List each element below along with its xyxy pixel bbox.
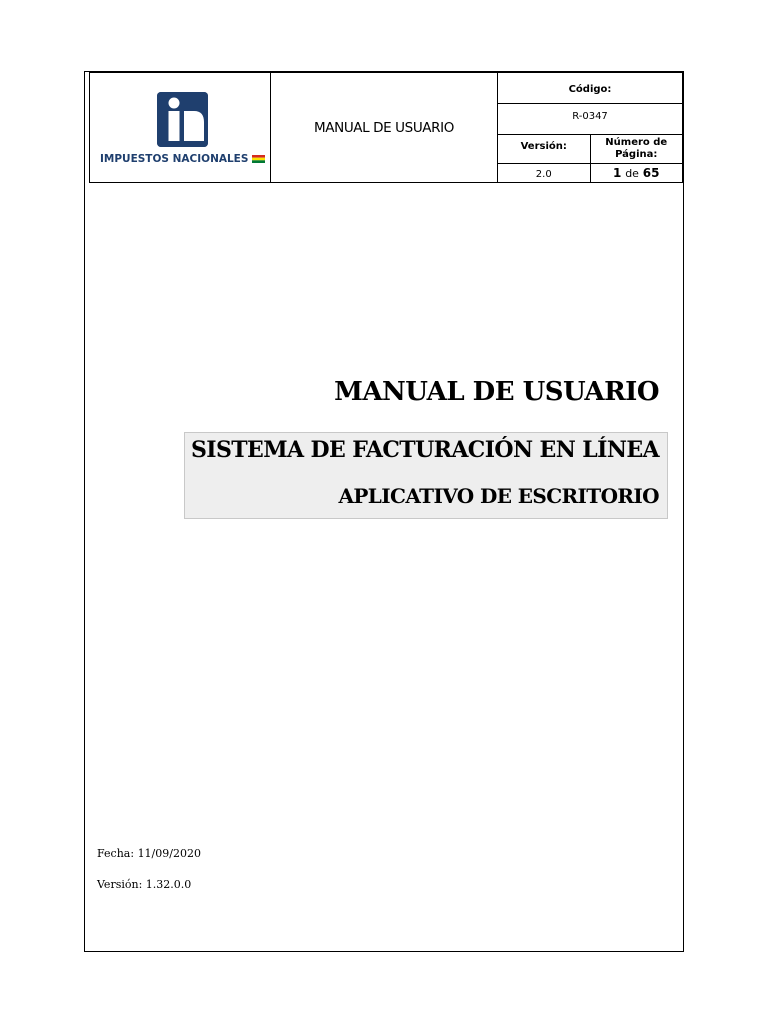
document-title: MANUAL DE USUARIO	[314, 119, 454, 136]
version-value-cell	[498, 164, 591, 183]
fecha-label: Fecha:	[97, 847, 135, 860]
pagina-label-line-2: Página:	[615, 149, 658, 160]
subtitle-box	[184, 432, 668, 519]
impuestos-nacionales-logo-icon	[157, 92, 208, 147]
logo-text	[90, 153, 270, 165]
logo-cell	[90, 73, 271, 183]
codigo-value: R-0347	[572, 111, 608, 122]
pagina-total: 65	[642, 166, 660, 180]
codigo-label: Código:	[568, 84, 612, 95]
codigo-value-cell	[498, 104, 683, 135]
document-page	[84, 71, 684, 952]
pagina-label-line-1: Número de	[605, 137, 668, 148]
version-value: 2.0	[535, 169, 552, 180]
version-label-cell	[498, 135, 591, 164]
logo	[90, 74, 270, 181]
bolivia-flag-icon	[252, 154, 265, 162]
logo-label: IMPUESTOS NACIONALES	[100, 153, 249, 165]
fecha-value: 11/09/2020	[137, 847, 201, 860]
subtitle-application: APLICATIVO DE ESCRITORIO	[338, 484, 659, 508]
codigo-label-cell	[498, 73, 683, 104]
footer-version-label: Versión:	[97, 878, 143, 891]
document-header-table	[89, 72, 683, 183]
pagina-label-cell	[590, 135, 683, 164]
subtitle-system: SISTEMA DE FACTURACIÓN EN LÍNEA	[191, 437, 659, 463]
version-label: Versión:	[520, 141, 567, 152]
pagina-de: de	[625, 167, 639, 180]
pagina-value-cell	[590, 164, 683, 183]
version-line	[97, 878, 191, 891]
pagina-current: 1	[613, 166, 622, 180]
fecha-line	[97, 847, 201, 860]
document-title-cell	[271, 73, 498, 183]
footer-version-value: 1.32.0.0	[145, 878, 192, 891]
main-title: MANUAL DE USUARIO	[334, 377, 659, 407]
